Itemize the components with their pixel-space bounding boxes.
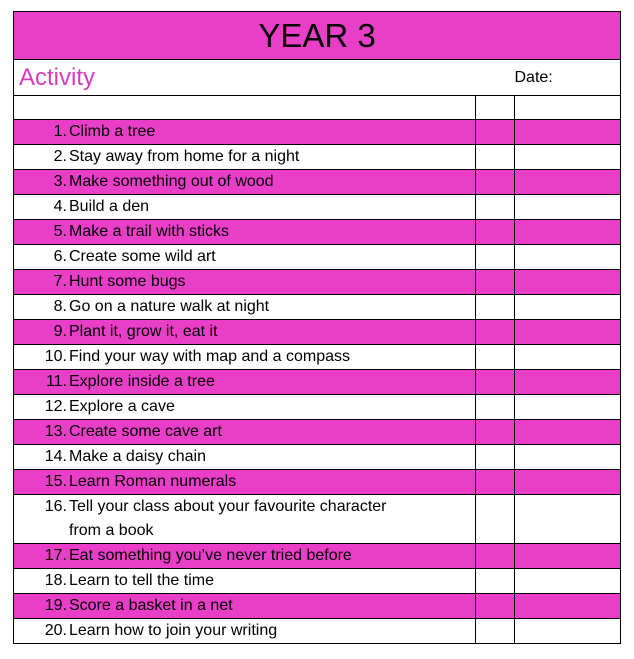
activity-column-header: Activity (14, 60, 476, 96)
activity-label: Score a basket in a net (69, 597, 233, 614)
check-cell[interactable] (476, 420, 515, 445)
activity-number: 20. (44, 622, 67, 639)
activity-label: Tell your class about your favourite character (69, 498, 387, 515)
activity-cell (14, 145, 476, 170)
activity-row (14, 594, 621, 619)
activity-label: Find your way with map and a compass (69, 348, 351, 365)
page-title: YEAR 3 (14, 12, 621, 60)
activity-cell (14, 320, 476, 345)
activity-cell (14, 245, 476, 270)
activity-row (14, 470, 621, 495)
activity-cell (14, 544, 476, 569)
activity-cell (14, 120, 476, 145)
check-cell[interactable] (476, 395, 515, 420)
activity-number: 19. (44, 597, 67, 614)
check-cell[interactable] (476, 495, 515, 544)
activity-number: 17. (44, 547, 67, 564)
activity-cell (14, 345, 476, 370)
activity-row (14, 145, 621, 170)
check-cell[interactable] (476, 270, 515, 295)
date-cell[interactable] (515, 220, 621, 245)
activity-row (14, 569, 621, 594)
activity-label: Build a den (69, 198, 150, 215)
blank-date-cell (515, 96, 621, 120)
activity-row (14, 295, 621, 320)
check-cell[interactable] (476, 569, 515, 594)
activity-cell (14, 619, 476, 644)
activity-number: 14. (44, 448, 67, 465)
date-cell[interactable] (515, 245, 621, 270)
check-cell[interactable] (476, 295, 515, 320)
activity-label: Make a trail with sticks (69, 223, 230, 240)
activity-row (14, 170, 621, 195)
checklist-sheet (13, 11, 620, 644)
date-cell[interactable] (515, 619, 621, 644)
activity-cell (14, 495, 476, 544)
activity-cell (14, 445, 476, 470)
check-cell[interactable] (476, 320, 515, 345)
activity-label: Learn Roman numerals (69, 473, 237, 490)
check-cell[interactable] (476, 170, 515, 195)
blank-row (14, 96, 621, 120)
activity-label: Explore inside a tree (69, 373, 215, 390)
check-cell[interactable] (476, 245, 515, 270)
date-cell[interactable] (515, 320, 621, 345)
date-cell[interactable] (515, 170, 621, 195)
date-cell[interactable] (515, 445, 621, 470)
activity-label: Hunt some bugs (69, 273, 186, 290)
activity-label: Make a daisy chain (69, 448, 206, 465)
activity-label: Create some wild art (69, 248, 216, 265)
date-cell[interactable] (515, 544, 621, 569)
activity-label: Learn to tell the time (69, 572, 214, 589)
date-cell[interactable] (515, 495, 621, 544)
check-cell[interactable] (476, 544, 515, 569)
check-cell[interactable] (476, 195, 515, 220)
activity-row (14, 220, 621, 245)
activity-number: 7. (53, 273, 67, 290)
activity-number: 18. (44, 572, 67, 589)
header-spacer (476, 60, 515, 96)
check-cell[interactable] (476, 370, 515, 395)
check-cell[interactable] (476, 594, 515, 619)
activity-label: Make something out of wood (69, 173, 274, 190)
date-cell[interactable] (515, 470, 621, 495)
activity-row (14, 270, 621, 295)
activity-label: Go on a nature walk at night (69, 298, 270, 315)
activity-label-continued: from a book (69, 522, 154, 539)
check-cell[interactable] (476, 470, 515, 495)
activity-cell (14, 295, 476, 320)
activity-row (14, 395, 621, 420)
activity-number: 5. (53, 223, 67, 240)
activity-row (14, 420, 621, 445)
activity-number: 4. (53, 198, 67, 215)
check-cell[interactable] (476, 145, 515, 170)
activity-number: 6. (53, 248, 67, 265)
activity-row (14, 619, 621, 644)
blank-check-cell (476, 96, 515, 120)
activity-row (14, 120, 621, 145)
date-cell[interactable] (515, 120, 621, 145)
activity-label: Learn how to join your writing (69, 622, 278, 639)
check-cell[interactable] (476, 619, 515, 644)
activity-label: Plant it, grow it, eat it (69, 323, 218, 340)
header-row (14, 60, 621, 96)
activity-cell (14, 420, 476, 445)
activity-row (14, 495, 621, 544)
activity-row (14, 245, 621, 270)
activity-row (14, 195, 621, 220)
activity-cell (14, 395, 476, 420)
activity-label: Eat something you’ve never tried before (69, 547, 352, 564)
date-cell[interactable] (515, 345, 621, 370)
activity-number: 3. (53, 173, 67, 190)
activity-number: 9. (53, 323, 67, 340)
activity-cell (14, 220, 476, 245)
date-cell[interactable] (515, 395, 621, 420)
activity-cell (14, 370, 476, 395)
activity-number: 1. (53, 123, 67, 140)
activity-label: Explore a cave (69, 398, 175, 415)
blank-cell (14, 96, 476, 120)
date-cell[interactable] (515, 295, 621, 320)
activity-cell (14, 270, 476, 295)
activity-number: 13. (44, 423, 67, 440)
activity-label: Create some cave art (69, 423, 222, 440)
check-cell[interactable] (476, 220, 515, 245)
activity-row (14, 445, 621, 470)
activity-number: 8. (53, 298, 67, 315)
activity-number: 2. (53, 148, 67, 165)
check-cell[interactable] (476, 345, 515, 370)
check-cell[interactable] (476, 445, 515, 470)
activity-row (14, 345, 621, 370)
activity-cell (14, 569, 476, 594)
activity-number: 12. (44, 398, 67, 415)
date-cell[interactable] (515, 594, 621, 619)
activity-table (13, 11, 621, 644)
activity-label: Climb a tree (69, 123, 156, 140)
date-cell[interactable] (515, 420, 621, 445)
activity-row (14, 544, 621, 569)
activity-row (14, 320, 621, 345)
date-cell[interactable] (515, 370, 621, 395)
activity-number: 15. (44, 473, 67, 490)
date-cell[interactable] (515, 195, 621, 220)
date-cell[interactable] (515, 569, 621, 594)
activity-cell (14, 195, 476, 220)
activity-cell (14, 170, 476, 195)
activity-row (14, 370, 621, 395)
date-column-header: Date: (515, 60, 621, 96)
date-cell[interactable] (515, 145, 621, 170)
activity-number: 16. (44, 498, 67, 515)
activity-cell (14, 594, 476, 619)
date-cell[interactable] (515, 270, 621, 295)
activity-number: 11. (45, 373, 67, 390)
activity-cell (14, 470, 476, 495)
check-cell[interactable] (476, 120, 515, 145)
activity-number: 10. (44, 348, 67, 365)
activity-label: Stay away from home for a night (69, 148, 300, 165)
